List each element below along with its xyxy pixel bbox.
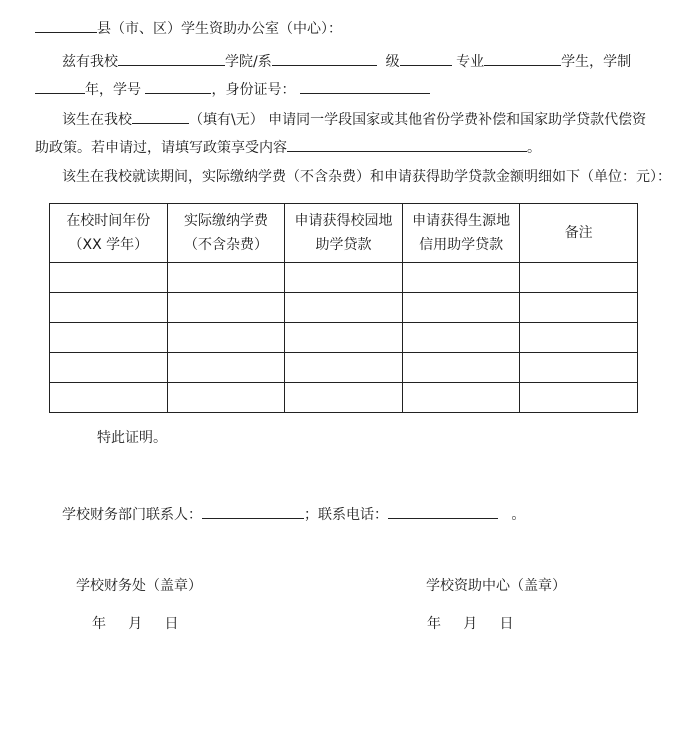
table-cell[interactable] (402, 353, 520, 383)
table-row (50, 383, 638, 413)
policy-line-1 (62, 108, 646, 130)
student-info-line-2 (35, 78, 430, 100)
table-row (50, 263, 638, 293)
date-year: 年 (427, 616, 441, 632)
contact-person-blank[interactable] (202, 503, 304, 519)
aid-center-seal: 学校资助中心（盖章） (426, 578, 566, 594)
policy-line-2 (35, 136, 541, 158)
college-label: 学院/系 (225, 54, 272, 70)
student-label: 学生，学制 (561, 54, 632, 70)
header-sub: （XX 学年） (68, 237, 149, 253)
table-cell[interactable] (285, 293, 403, 323)
table-cell[interactable] (50, 323, 168, 353)
county-blank[interactable] (35, 17, 97, 33)
aid-center-date-line (427, 614, 514, 634)
certify-text: 特此证明。 (97, 430, 167, 446)
contact-line (62, 503, 525, 525)
policy-text-2: 助政策。若申请过，请填写政策享受内容 (35, 140, 287, 156)
table-cell[interactable] (50, 383, 168, 413)
table-header-row (50, 204, 638, 263)
header-sub: 助学贷款 (315, 237, 372, 253)
header-cell-campus-loan (285, 204, 403, 263)
table-cell[interactable] (167, 353, 285, 383)
student-id-blank[interactable] (145, 78, 211, 94)
table-cell[interactable] (167, 293, 285, 323)
policy-text-1: 申请同一学段国家或其他省份学费补偿和国家助学贷款代偿资 (268, 112, 647, 128)
header-main: 申请获得生源地 (412, 213, 511, 229)
table-cell[interactable] (50, 263, 168, 293)
id-card-label: ，身份证号： (211, 82, 296, 98)
schooling-years-blank[interactable] (35, 78, 85, 94)
grade-blank[interactable] (400, 50, 452, 66)
header-sub: 信用助学贷款 (419, 237, 504, 253)
aid-center-seal-line (426, 576, 566, 596)
office-label: 县（市、区）学生资助办公室（中心）： (97, 21, 342, 37)
school-blank[interactable] (118, 50, 225, 66)
table-cell[interactable] (50, 353, 168, 383)
major-label: 专业 (456, 54, 485, 70)
table-cell[interactable] (167, 263, 285, 293)
table-row (50, 353, 638, 383)
year-label: 年，学号 (85, 82, 141, 98)
table-row (50, 293, 638, 323)
table-cell[interactable] (520, 323, 638, 353)
table-cell[interactable] (285, 263, 403, 293)
date-day: 日 (499, 616, 514, 632)
table-cell[interactable] (285, 323, 403, 353)
table-row (50, 323, 638, 353)
header-main: 实际缴纳学费 (183, 213, 268, 229)
table-cell[interactable] (50, 293, 168, 323)
header-main: 申请获得校园地 (294, 213, 393, 229)
header-main: 在校时间年份 (66, 213, 151, 229)
intro-text: 兹有我校 (62, 54, 118, 70)
phone-label: ；联系电话： (304, 507, 388, 523)
table-cell[interactable] (167, 323, 285, 353)
header-sub: （不含杂费） (183, 237, 268, 253)
detail-intro-line (62, 167, 671, 187)
table-cell[interactable] (520, 383, 638, 413)
major-blank[interactable] (484, 50, 561, 66)
header-main: 备注 (564, 225, 593, 241)
policy-end: 。 (527, 140, 541, 156)
addressee-line (35, 17, 342, 39)
header-cell-remarks (520, 204, 638, 263)
table-cell[interactable] (402, 323, 520, 353)
detail-intro-text: 该生在我校就读期间，实际缴纳学费（不含杂费）和申请获得助学贷款金额明细如下（单位：元）： (62, 169, 671, 185)
table-cell[interactable] (167, 383, 285, 413)
applied-blank[interactable] (132, 108, 189, 124)
table-cell[interactable] (285, 353, 403, 383)
tuition-loan-table (49, 203, 638, 413)
header-cell-year (50, 204, 168, 263)
date-month: 月 (463, 616, 478, 632)
date-year: 年 (92, 616, 106, 632)
fill-hint: （填有\无） (189, 112, 264, 128)
header-cell-origin-loan (402, 204, 520, 263)
table-cell[interactable] (520, 353, 638, 383)
grade-label: 级 (385, 54, 400, 70)
policy-content-blank[interactable] (287, 136, 527, 152)
finance-seal-line (76, 576, 202, 596)
policy-prefix: 该生在我校 (62, 112, 132, 128)
table-cell[interactable] (285, 383, 403, 413)
table-cell[interactable] (402, 383, 520, 413)
phone-blank[interactable] (388, 503, 498, 519)
table-cell[interactable] (520, 263, 638, 293)
table-cell[interactable] (402, 263, 520, 293)
contact-person-label: 学校财务部门联系人： (62, 507, 202, 523)
college-blank[interactable] (272, 50, 377, 66)
id-card-blank[interactable] (300, 78, 430, 94)
header-cell-tuition (167, 204, 285, 263)
table-cell[interactable] (520, 293, 638, 323)
finance-date-line (92, 614, 179, 634)
student-info-line-1 (62, 50, 631, 72)
finance-office-seal: 学校财务处（盖章） (76, 578, 202, 594)
table-cell[interactable] (402, 293, 520, 323)
date-day: 日 (164, 616, 179, 632)
date-month: 月 (128, 616, 143, 632)
contact-end: 。 (511, 507, 526, 523)
certify-line (97, 428, 167, 448)
